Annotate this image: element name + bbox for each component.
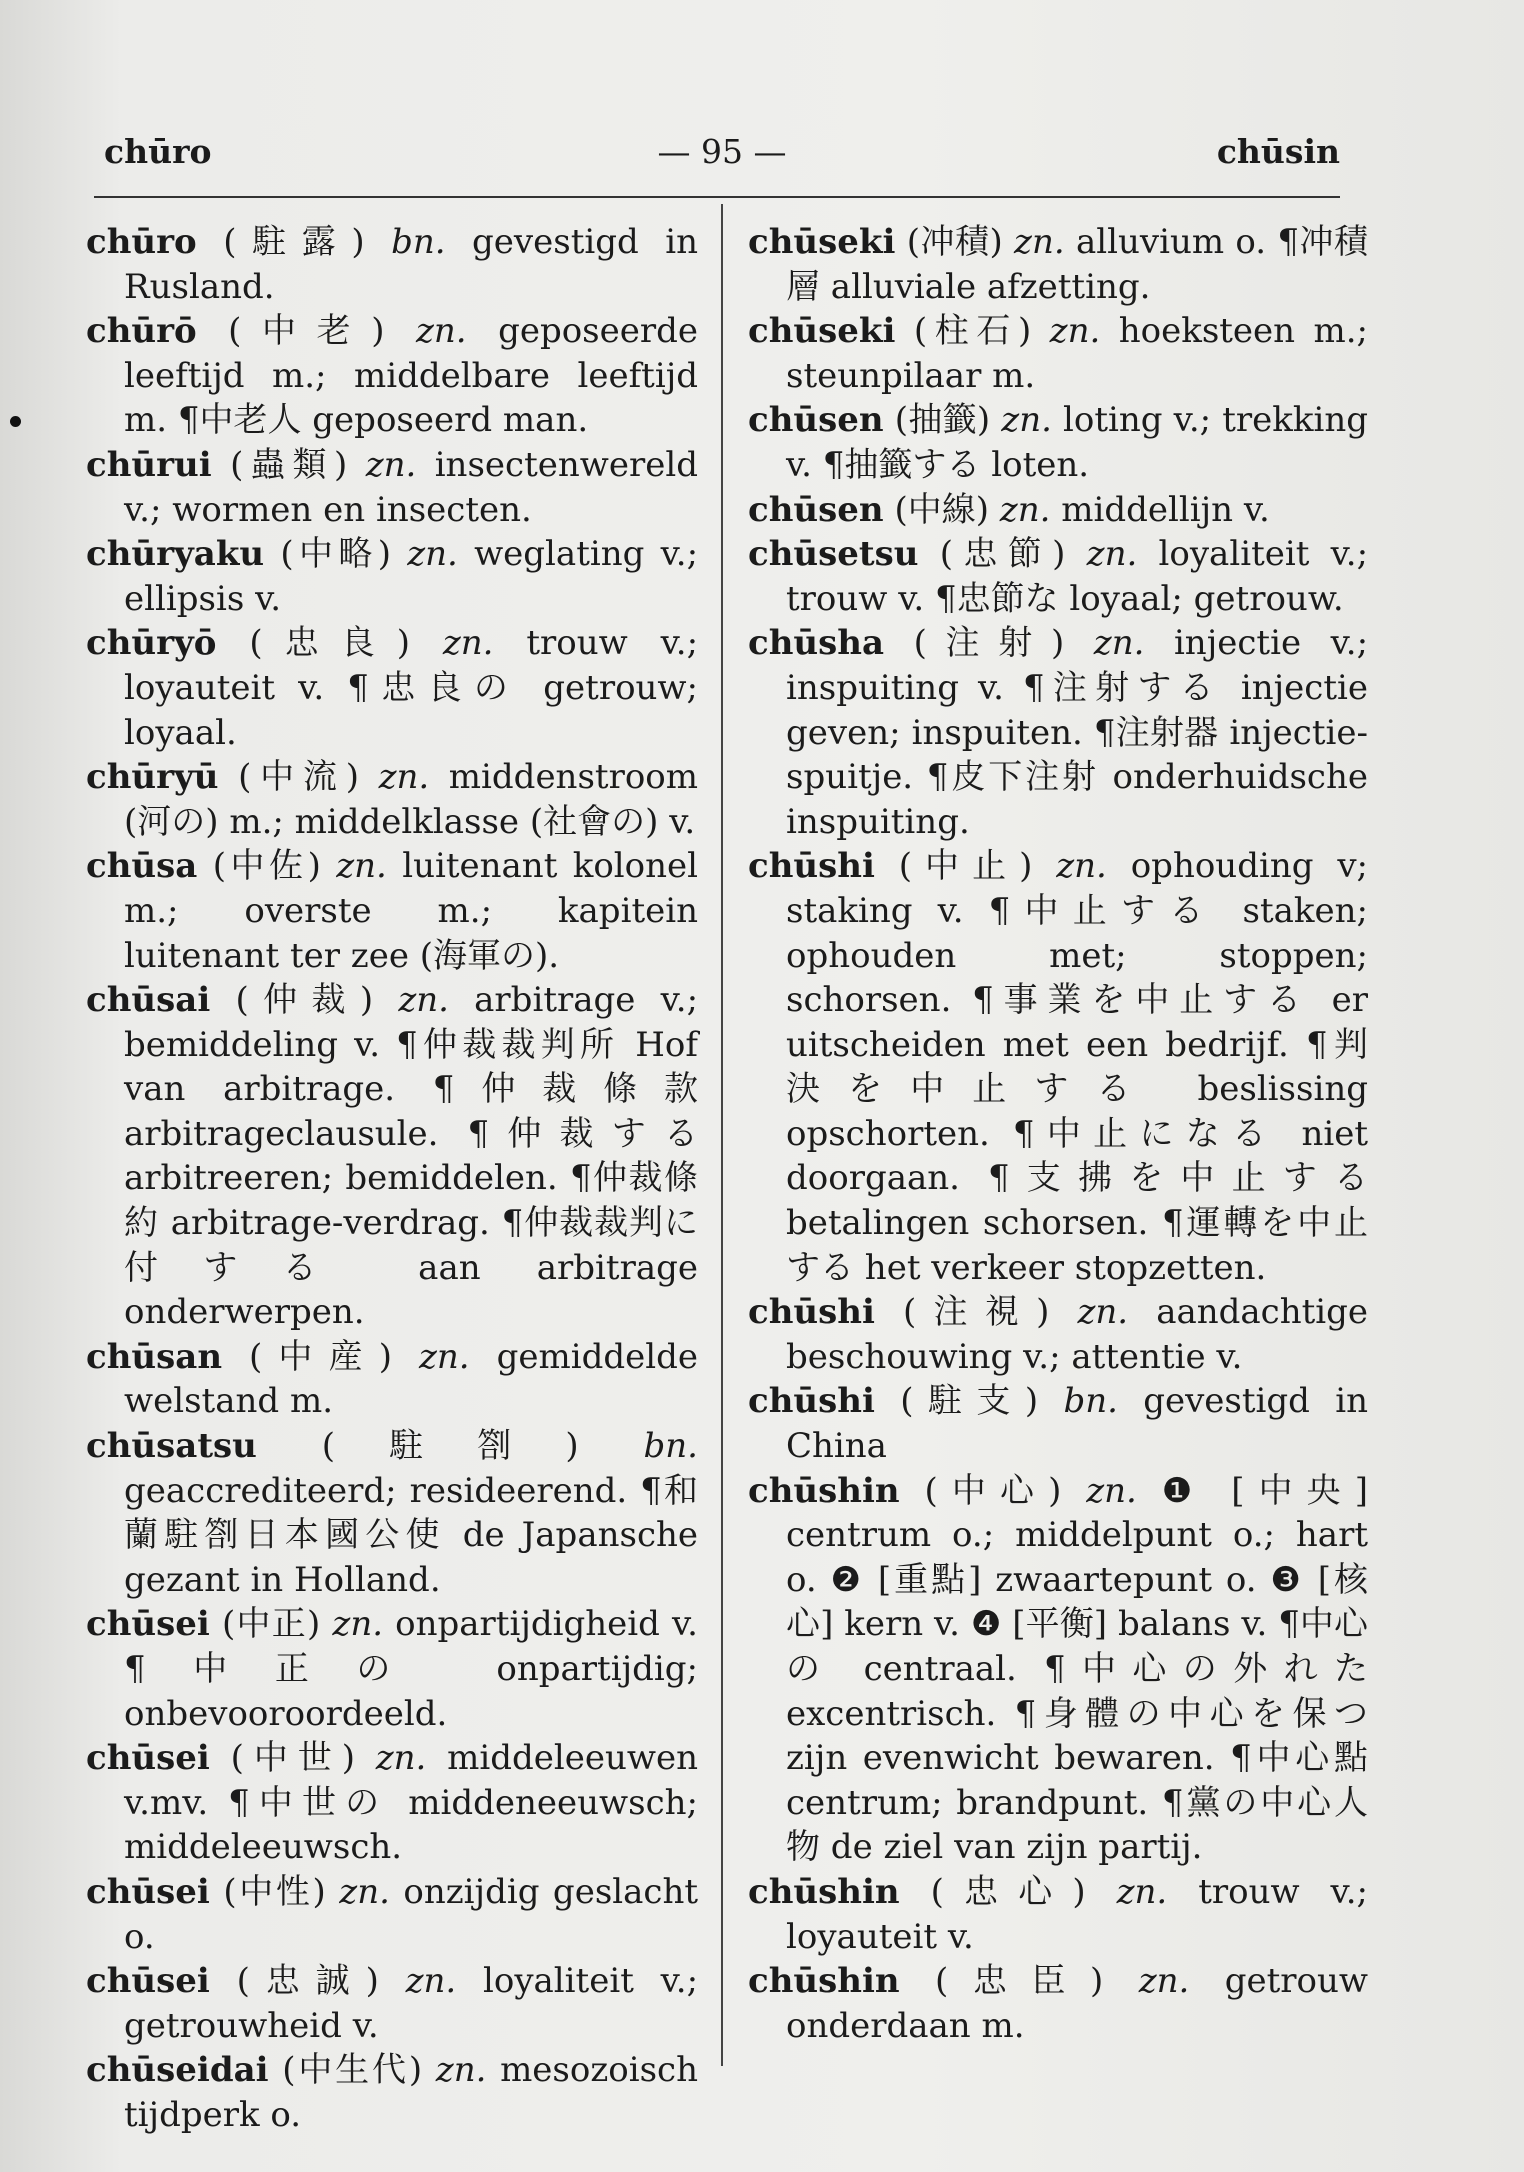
entry-kanji: (忠誠) xyxy=(236,1961,379,2002)
entry-part-of-speech: zn. xyxy=(336,846,387,887)
entry-headword: chūsetsu xyxy=(748,534,919,575)
entry-kanji: (中流) xyxy=(238,757,359,798)
entry-headword: chūshi xyxy=(748,846,875,887)
entry-definition: middellijn v. xyxy=(1061,489,1270,530)
entry-kanji: (忠臣) xyxy=(935,1961,1104,2002)
entry-kanji: (駐劄) xyxy=(321,1426,579,1467)
entry-definition: onzijdig geslacht o. xyxy=(124,1871,699,1957)
dictionary-entry xyxy=(86,309,698,443)
entry-definition: injectie v.; inspuiting v. ¶注射する injectie geven; inspuiten. ¶注射器 injectie-spuitje. ¶皮下注射 onderhuidsche inspuiting. xyxy=(786,623,1369,842)
entry-kanji: (冲積) xyxy=(906,222,1003,262)
dictionary-entry xyxy=(86,1602,698,1736)
dictionary-entry xyxy=(86,978,698,1335)
entry-part-of-speech: bn. xyxy=(643,1426,698,1467)
entry-headword: chūsa xyxy=(86,846,198,887)
right-running-headword: chūsin xyxy=(1216,132,1340,171)
dictionary-entry xyxy=(86,532,698,621)
entry-headword: chūsen xyxy=(748,400,884,441)
column-divider xyxy=(721,204,723,2066)
entry-kanji: (中正) xyxy=(221,1604,321,1645)
entry-definition: middenstroom (河の) m.; middelklasse (社會の) v. xyxy=(124,757,699,842)
entry-headword: chūshi xyxy=(748,1292,875,1333)
entry-definition: mesozoisch tijdperk o. xyxy=(124,2050,698,2135)
entry-kanji: (中産) xyxy=(249,1336,393,1377)
entry-headword: chūryaku xyxy=(86,534,265,575)
entry-part-of-speech: zn. xyxy=(1056,846,1107,887)
entry-definition: loting v.; trekking v. ¶抽籤する loten. xyxy=(786,400,1369,485)
entry-headword: chūshin xyxy=(748,1871,900,1912)
entry-part-of-speech: zn. xyxy=(1086,534,1138,575)
dictionary-entry xyxy=(748,532,1368,621)
entry-kanji: (中老) xyxy=(228,311,385,352)
entry-headword: chūseki xyxy=(748,311,896,352)
dictionary-entry xyxy=(748,398,1368,487)
entry-definition: arbitrage v.; bemiddeling v. ¶仲裁裁判所 Hof van arbitrage. ¶仲裁條款 arbitrageclausule. ¶仲裁する arbitreeren; bemiddelen. ¶仲裁條約 arbitrage-verdrag. ¶仲裁裁判に付する aan arbitrage onderwerpen. xyxy=(124,980,699,1333)
entry-kanji: (中線) xyxy=(894,489,989,530)
entry-definition: gevestigd in China xyxy=(786,1381,1368,1467)
entry-headword: chūshi xyxy=(748,1381,875,1422)
entry-definition: ophouding v; staking v. ¶中止する staken; ophouden met; stoppen; schorsen. ¶事業を中止する er uitscheiden met een bedrijf. ¶判決を中止する beslissing opschorten. ¶中止になる niet doorgaan. ¶支拂を中止する betalingen schorsen. ¶運轉を中止する het verkeer stopzetten. xyxy=(786,846,1369,1288)
entry-part-of-speech: bn. xyxy=(391,222,446,262)
entry-definition: getrouw onderdaan m. xyxy=(786,1961,1368,2046)
entry-part-of-speech: zn. xyxy=(1093,623,1145,664)
entry-definition: gemiddelde welstand m. xyxy=(124,1336,698,1422)
entry-definition: gevestigd in Rusland. xyxy=(124,222,698,307)
entry-definition: insectenwereld v.; wormen en insecten. xyxy=(124,444,698,530)
entry-headword: chūshin xyxy=(748,1961,900,2002)
entry-kanji: (仲裁) xyxy=(235,980,374,1021)
left-running-headword: chūro xyxy=(104,132,212,171)
entry-kanji: (忠節) xyxy=(939,534,1066,575)
entry-headword: chūro xyxy=(86,222,197,262)
entry-definition: trouw v.; loyauteit v. xyxy=(786,1871,1368,1957)
left-column xyxy=(86,220,699,2135)
header-rule xyxy=(94,196,1340,198)
entry-definition: aandachtige beschouwing v.; attentie v. xyxy=(786,1292,1369,1377)
entry-part-of-speech: zn. xyxy=(1077,1292,1129,1333)
entry-definition: loyaliteit v.; getrouwheid v. xyxy=(124,1961,699,2046)
entry-definition: luitenant kolonel m.; overste m.; kapitein luitenant ter zee (海軍の). xyxy=(124,846,699,976)
dictionary-entry xyxy=(748,1469,1368,1870)
entry-part-of-speech: zn. xyxy=(1049,311,1101,352)
dictionary-entry xyxy=(86,443,698,532)
entry-kanji: (忠心) xyxy=(930,1871,1086,1912)
page-number: — 95 — xyxy=(657,132,787,171)
margin-mark xyxy=(10,416,21,427)
entry-kanji: (注射) xyxy=(913,623,1065,664)
entry-part-of-speech: zn. xyxy=(378,757,430,798)
dictionary-entry xyxy=(748,844,1368,1290)
entry-kanji: (中生代) xyxy=(282,2050,423,2091)
entry-part-of-speech: bn. xyxy=(1063,1381,1118,1422)
entry-definition: hoeksteen m.; steunpilaar m. xyxy=(786,311,1369,396)
page-header xyxy=(104,132,1340,178)
entry-headword: chūsen xyxy=(748,489,884,530)
entry-kanji: (注視) xyxy=(903,1292,1050,1333)
entry-headword: chūsei xyxy=(86,1604,210,1645)
dictionary-entry xyxy=(748,309,1368,398)
entry-headword: chūsan xyxy=(86,1336,223,1377)
entry-headword: chūshin xyxy=(748,1470,900,1511)
dictionary-entry xyxy=(86,621,698,755)
dictionary-entry xyxy=(86,844,698,978)
entry-kanji: (中止) xyxy=(898,846,1033,887)
entry-definition: geaccrediteerd; resideerend. ¶和蘭駐劄日本國公使 de Japansche gezant in Holland. xyxy=(124,1470,698,1600)
entry-part-of-speech: zn. xyxy=(339,1871,390,1912)
entry-part-of-speech: zn. xyxy=(407,534,458,575)
entry-part-of-speech: zn. xyxy=(1086,1470,1137,1511)
entry-kanji: (柱石) xyxy=(913,311,1032,352)
entry-headword: chūsei xyxy=(86,1871,210,1912)
entry-kanji: (駐露) xyxy=(223,222,365,262)
entry-headword: chūrui xyxy=(86,444,212,485)
dictionary-entry xyxy=(86,1959,698,2048)
entry-kanji: (抽籤) xyxy=(894,400,991,441)
entry-part-of-speech: zn. xyxy=(398,980,449,1021)
dictionary-entry xyxy=(86,1335,698,1424)
entry-part-of-speech: zn. xyxy=(442,623,494,664)
entry-headword: chūryō xyxy=(86,623,217,664)
dictionary-entry xyxy=(86,1736,698,1870)
dictionary-entry xyxy=(86,1870,698,1959)
entry-part-of-speech: zn. xyxy=(1116,1871,1168,1912)
entry-kanji: (中世) xyxy=(230,1738,355,1779)
entry-definition: loyaliteit v.; trouw v. ¶忠節な loyaal; getrouw. xyxy=(786,534,1369,619)
entry-headword: chūseidai xyxy=(86,2050,269,2091)
entry-headword: chūryū xyxy=(86,757,219,798)
entry-definition: alluvium o. ¶冲積層 alluviale afzetting. xyxy=(786,222,1369,307)
entry-part-of-speech: zn. xyxy=(416,311,467,352)
entry-part-of-speech: zn. xyxy=(418,1336,470,1377)
entry-kanji: (忠良) xyxy=(249,623,411,664)
entry-definition: weglating v.; ellipsis v. xyxy=(124,534,699,619)
dictionary-entry xyxy=(86,2048,698,2137)
entry-part-of-speech: zn. xyxy=(1138,1961,1190,2002)
entry-kanji: (中心) xyxy=(924,1470,1062,1511)
entry-kanji: (蟲類) xyxy=(230,444,348,485)
entry-headword: chūseki xyxy=(748,222,896,262)
entry-definition: ❶ [中央] centrum o.; middelpunt o.; hart o. ❷ [重點] zwaartepunt o. ❸ [核心] kern v. ❹ [平衡] balans v. ¶中心の centraal. ¶中心の外れた excentrisch. ¶身體の中心を保つ zijn evenwicht bewaren. ¶中心點 centrum; brandpunt. ¶黨の中心人物 de ziel van zijn partij. xyxy=(786,1470,1369,1868)
entry-headword: chūsha xyxy=(748,623,885,664)
entry-headword: chūsatsu xyxy=(86,1426,257,1467)
entry-headword: chūrō xyxy=(86,311,197,352)
right-column xyxy=(748,220,1368,2080)
entry-kanji: (中略) xyxy=(280,534,392,575)
dictionary-entry xyxy=(748,488,1368,533)
entry-kanji: (中性) xyxy=(223,1871,326,1912)
entry-headword: chūsei xyxy=(86,1738,210,1779)
entry-definition: trouw v.; loyauteit v. ¶忠良の getrouw; loyaal. xyxy=(124,623,699,753)
entry-part-of-speech: zn. xyxy=(1001,400,1052,441)
dictionary-entry xyxy=(748,621,1368,844)
entry-part-of-speech: zn. xyxy=(435,2050,487,2091)
dictionary-entry xyxy=(748,220,1368,309)
entry-headword: chūsei xyxy=(86,1961,210,2002)
entry-part-of-speech: zn. xyxy=(999,489,1051,530)
entry-part-of-speech: zn. xyxy=(375,1738,427,1779)
dictionary-entry xyxy=(86,220,698,309)
entry-definition: middeleeuwen v.mv. ¶中世の middeneeuwsch; middeleeuwsch. xyxy=(124,1738,699,1868)
entry-headword: chūsai xyxy=(86,980,211,1021)
entry-definition: onpartijdigheid v. ¶中正の onpartijdig; onbevooroordeeld. xyxy=(124,1604,698,1734)
entry-kanji: (中佐) xyxy=(212,846,321,887)
entry-kanji: (駐支) xyxy=(900,1381,1039,1422)
dictionary-entry xyxy=(86,755,698,844)
entry-definition: geposeerde leeftijd m.; middelbare leeftijd m. ¶中老人 geposeerd man. xyxy=(124,311,699,441)
dictionary-entry xyxy=(748,1870,1368,1959)
entry-part-of-speech: zn. xyxy=(405,1961,457,2002)
dictionary-entry xyxy=(748,1379,1368,1468)
dictionary-entry xyxy=(748,1290,1368,1379)
entry-part-of-speech: zn. xyxy=(332,1604,384,1645)
entry-part-of-speech: zn. xyxy=(365,444,417,485)
dictionary-entry xyxy=(748,1959,1368,2048)
entry-part-of-speech: zn. xyxy=(1014,222,1065,262)
dictionary-entry xyxy=(86,1424,698,1602)
